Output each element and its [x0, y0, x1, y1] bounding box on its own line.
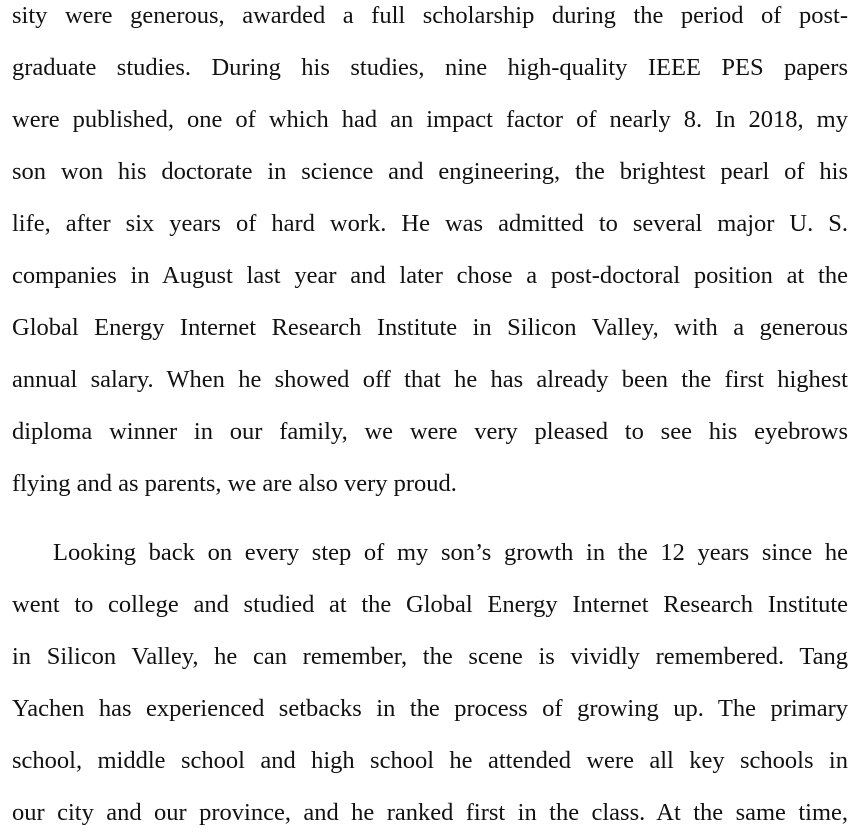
text-line: annual salary. When he showed off that he has already been the first highest: [12, 366, 848, 393]
text-line: graduate studies. During his studies, nine high-quality IEEE PES papers: [12, 54, 848, 81]
paragraph-1: [12, 0, 848, 510]
text-line: flying and as parents, we are also very proud.: [12, 470, 457, 497]
text-line: were published, one of which had an impact factor of nearly 8. In 2018, my: [12, 106, 848, 133]
text-line: school, middle school and high school he attended were all key schools in: [12, 747, 848, 774]
text-line: life, after six years of hard work. He was admitted to several major U. S.: [12, 210, 848, 237]
text-line: diploma winner in our family, we were very pleased to see his eyebrows: [12, 418, 848, 445]
paragraph-spacer: [12, 510, 848, 527]
text-line: Yachen has experienced setbacks in the process of growing up. The primary: [12, 695, 848, 722]
text-line: sity were generous, awarded a full scholarship during the period of post-: [12, 2, 848, 29]
text-line: our city and our province, and he ranked first in the class. At the same time,: [12, 799, 848, 826]
document-page: [12, 0, 848, 839]
text-line: companies in August last year and later chose a post-doctoral position at the: [12, 262, 848, 289]
text-line: Looking back on every step of my son’s growth in the 12 years since he: [53, 539, 848, 566]
text-line: in Silicon Valley, he can remember, the scene is vividly remembered. Tang: [12, 643, 848, 670]
text-line: son won his doctorate in science and engineering, the brightest pearl of his: [12, 158, 848, 185]
text-line: went to college and studied at the Global Energy Internet Research Institute: [12, 591, 848, 618]
text-line: Global Energy Internet Research Institute in Silicon Valley, with a generous: [12, 314, 848, 341]
paragraph-2: [12, 527, 848, 839]
